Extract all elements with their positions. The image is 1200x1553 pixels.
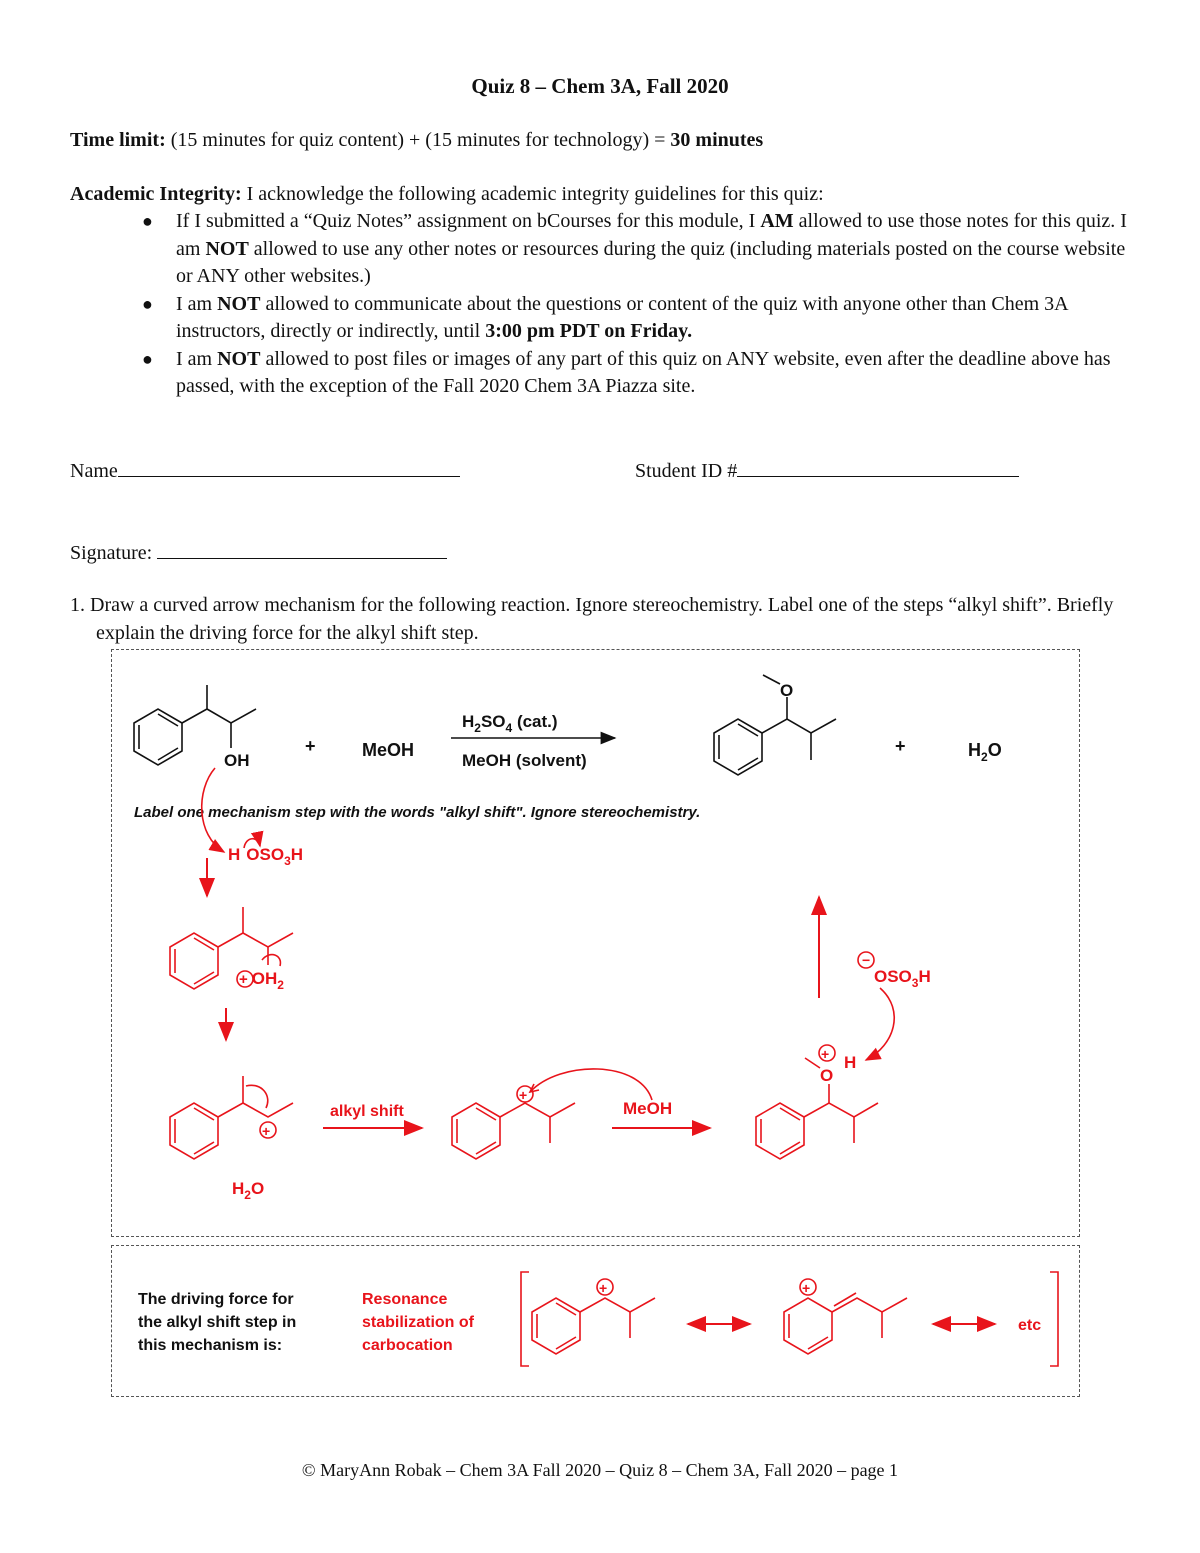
rule-text: I am bbox=[176, 347, 213, 370]
proton-label: H bbox=[844, 1053, 857, 1072]
question-number: 1. bbox=[70, 594, 85, 616]
sulfuric-acid-label: H $OSO_3H$ bbox=[228, 845, 304, 868]
plus-sign: + bbox=[895, 736, 906, 756]
oh-label: OH bbox=[224, 751, 250, 770]
signature-label: Signature: bbox=[70, 542, 153, 564]
question-text: Draw a curved arrow mechanism for the following reaction. Ignore stereochemistry. Label one of the steps “alkyl shift”. Briefly explain the driving force for the alkyl shift step. bbox=[90, 594, 1114, 644]
driving-force-answer: stabilization of bbox=[362, 1314, 474, 1331]
rule-text: allowed to communicate about the questions or content of the quiz with anyone other than Chem 3A instructors, directly or indirectly, until bbox=[176, 292, 1068, 342]
ether-oxygen-label: O bbox=[780, 681, 794, 700]
resonance-charge: + bbox=[599, 1280, 608, 1296]
driving-force-label: The driving force for bbox=[138, 1291, 294, 1308]
methanol-attack-label: MeOH bbox=[623, 1099, 673, 1118]
resonance-structures bbox=[521, 1272, 1058, 1366]
driving-force-question bbox=[138, 1291, 475, 1354]
water-product-label: $H_2O$ bbox=[968, 740, 1002, 764]
rule-text: allowed to use any other notes or resources during the quiz (including materials posted on the course website or ANY other websites.) bbox=[176, 237, 1126, 287]
oxonium-label: + $OH_2$ bbox=[239, 969, 284, 992]
rule-emphasis: NOT bbox=[205, 237, 249, 260]
rule-text: allowed to use those notes for this quiz. I am bbox=[176, 210, 1127, 260]
protonated-oxygen-label: O bbox=[820, 1066, 834, 1085]
bullet-icon: ● bbox=[142, 211, 153, 231]
driving-force-label: the alkyl shift step in bbox=[138, 1314, 297, 1331]
negative-charge: − bbox=[862, 952, 871, 968]
reactant-alcohol bbox=[134, 685, 256, 770]
rule-text: I am bbox=[176, 292, 213, 315]
bullet-icon: ● bbox=[142, 293, 153, 314]
page-footer: © MaryAnn Robak – Chem 3A Fall 2020 – Quiz 8 – Chem 3A, Fall 2020 – page 1 bbox=[301, 1460, 899, 1480]
methanol-label: MeOH bbox=[362, 740, 415, 760]
rule-emphasis: NOT bbox=[217, 292, 261, 315]
rule-emphasis: NOT bbox=[217, 347, 261, 370]
alkyl-shift-label: alkyl shift bbox=[330, 1103, 404, 1120]
oxonium-ether-charge: + bbox=[821, 1046, 830, 1062]
product-ether bbox=[714, 675, 836, 775]
rule-emphasis: 3:00 pm PDT on Friday. bbox=[485, 320, 693, 342]
tertiary-carbocation-charge: + bbox=[519, 1087, 528, 1103]
integrity-intro: I acknowledge the following academic integrity guidelines for this quiz: bbox=[246, 183, 824, 205]
rule-emphasis: AM bbox=[760, 210, 794, 232]
time-limit-total: 30 minutes bbox=[670, 129, 764, 151]
rule-text: If I submitted a “Quiz Notes” assignment on bCourses for this module, I bbox=[176, 210, 756, 232]
water-leaving-label: $H_2O$ bbox=[232, 1179, 265, 1202]
bisulfate-label: $OSO_3H$ bbox=[874, 967, 931, 990]
mechanism-instruction: Label one mechanism step with the words "alkyl shift". Ignore stereochemistry. bbox=[134, 804, 701, 821]
driving-force-label: this mechanism is: bbox=[138, 1337, 283, 1354]
catalyst-label: $H_2SO_4$ (cat.) bbox=[462, 712, 558, 735]
reaction-arrow bbox=[451, 712, 615, 770]
resonance-charge: + bbox=[802, 1280, 811, 1296]
integrity-label: Academic Integrity: bbox=[70, 183, 242, 205]
student-id-label: Student ID # bbox=[635, 460, 738, 482]
driving-force-answer: Resonance bbox=[362, 1291, 448, 1308]
name-label: Name bbox=[70, 460, 118, 482]
page-title: Quiz 8 – Chem 3A, Fall 2020 bbox=[471, 74, 729, 98]
bullet-icon: ● bbox=[142, 348, 153, 369]
driving-force-answer: carbocation bbox=[362, 1337, 453, 1354]
mechanism-answer bbox=[170, 768, 931, 1202]
rule-text: allowed to post files or images of any part of this quiz on ANY website, even after the deadline above has passed, with the exception of the Fall 2020 Chem 3A Piazza site. bbox=[176, 347, 1111, 397]
etc-label: etc bbox=[1018, 1317, 1042, 1334]
solvent-label: MeOH (solvent) bbox=[462, 751, 587, 770]
carbocation-charge: + bbox=[262, 1123, 271, 1139]
time-limit-text: (15 minutes for quiz content) + (15 minutes for technology) = bbox=[170, 129, 666, 151]
time-limit-label: Time limit: bbox=[70, 129, 166, 151]
plus-sign: + bbox=[305, 736, 316, 756]
